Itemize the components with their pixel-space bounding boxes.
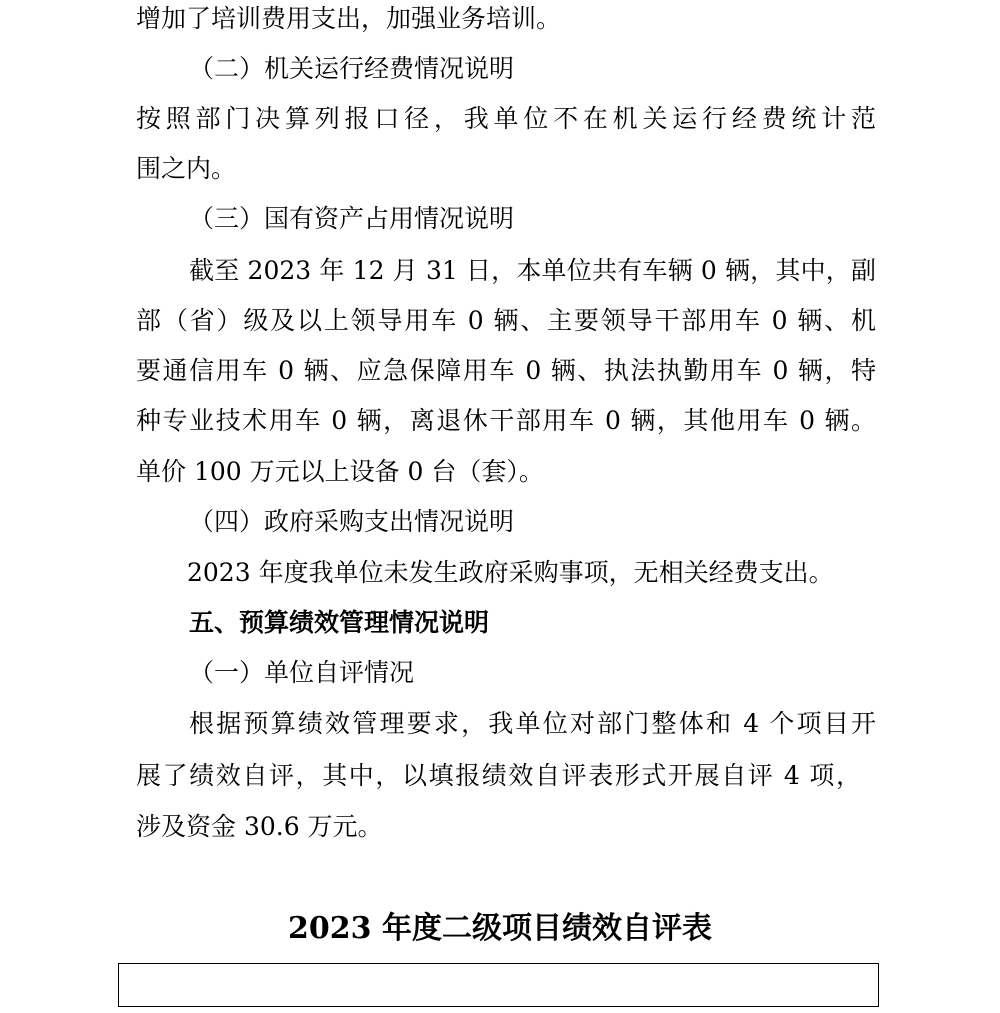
subsection-heading-operating-costs: （二）机关运行经费情况说明 — [189, 54, 515, 83]
subsection-heading-procurement: （四）政府采购支出情况说明 — [189, 507, 515, 536]
table-title: 2023 年度二级项目绩效自评表 — [288, 911, 712, 946]
paragraph-line: 围之内。 — [136, 154, 237, 183]
paragraph-line: 截至 2023 年 12 月 31 日，本单位共有车辆 0 辆，其中，副 — [189, 256, 876, 285]
subsection-heading-self-evaluation: （一）单位自评情况 — [189, 658, 415, 687]
paragraph-line: 2023 年度我单位未发生政府采购事项，无相关经费支出。 — [187, 558, 834, 587]
section-heading-performance: 五、预算绩效管理情况说明 — [189, 608, 490, 637]
evaluation-table-frame — [118, 963, 879, 1007]
paragraph-line: 根据预算绩效管理要求，我单位对部门整体和 4 个项目开 — [189, 709, 876, 738]
paragraph-line: 涉及资金 30.6 万元。 — [136, 812, 383, 841]
paragraph-line: 单价 100 万元以上设备 0 台（套）。 — [136, 457, 544, 486]
paragraph-line: 要通信用车 0 辆、应急保障用车 0 辆、执法执勤用车 0 辆，特 — [136, 356, 876, 385]
paragraph-line: 增加了培训费用支出，加强业务培训。 — [136, 4, 562, 33]
paragraph-line: 部（省）级及以上领导用车 0 辆、主要领导干部用车 0 辆、机 — [136, 306, 876, 335]
paragraph-line: 种专业技术用车 0 辆，离退休干部用车 0 辆，其他用车 0 辆。 — [136, 406, 876, 435]
paragraph-line: 按照部门决算列报口径，我单位不在机关运行经费统计范 — [136, 104, 876, 133]
subsection-heading-state-assets: （三）国有资产占用情况说明 — [189, 204, 515, 233]
paragraph-line: 展了绩效自评，其中，以填报绩效自评表形式开展自评 4 项， — [136, 761, 861, 790]
